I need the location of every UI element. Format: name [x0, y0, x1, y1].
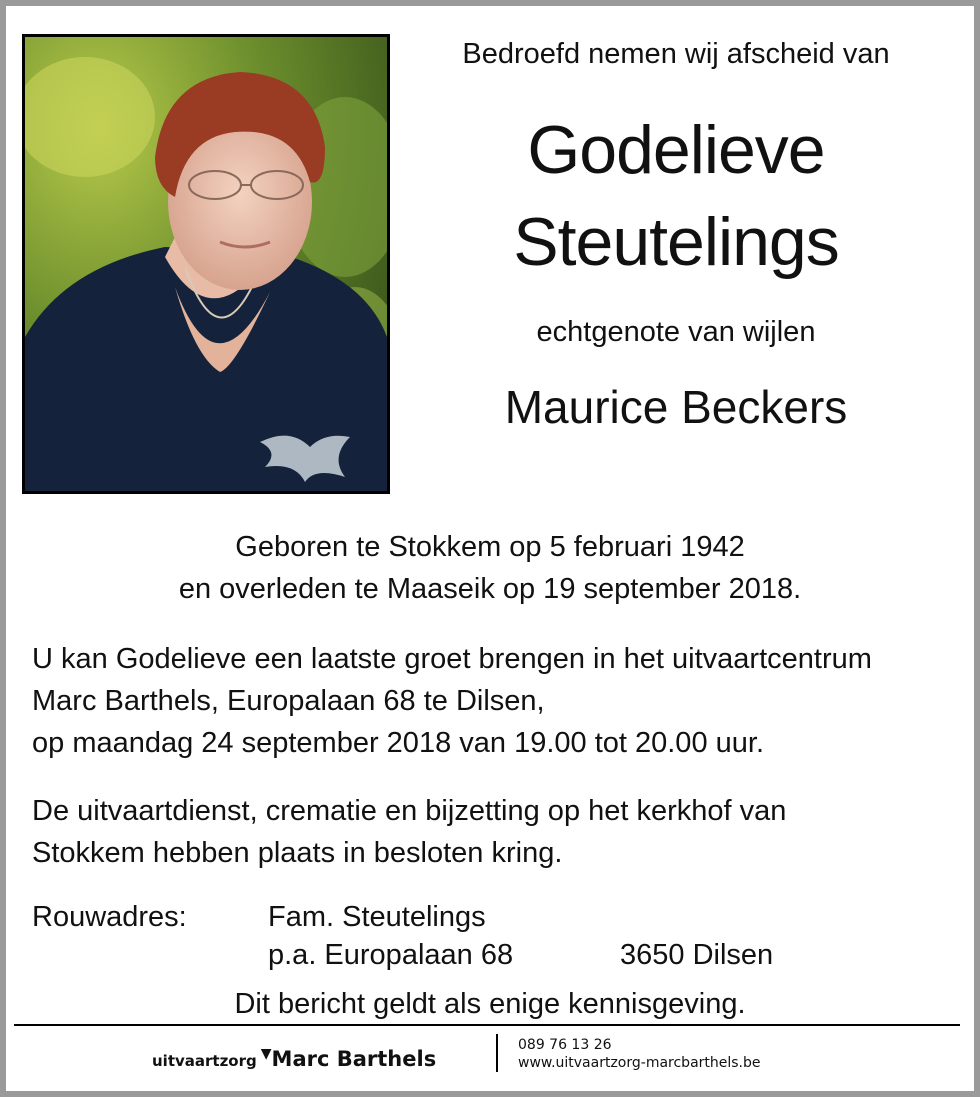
service-line-2: Stokkem hebben plaats in besloten kring. [32, 837, 563, 869]
visitation-line-1: U kan Godelieve een laatste groet brengen in het uitvaartcentrum [32, 643, 872, 675]
triangle-down-icon: ▼ [260, 1046, 272, 1062]
visitation-line-3: op maandag 24 september 2018 van 19.00 tot 20.00 uur. [32, 727, 764, 759]
portrait-image [25, 37, 387, 491]
footer-separator [496, 1034, 498, 1072]
address-street: p.a. Europalaan 68 [268, 939, 514, 971]
deceased-last-name: Steutelings [513, 204, 839, 280]
portrait-photo [22, 34, 390, 494]
deceased-name [406, 104, 946, 288]
contact-website: www.uitvaartzorg-marcbarthels.be [518, 1055, 761, 1071]
birth-death-block [6, 526, 974, 610]
funeral-home-logo [152, 1046, 436, 1071]
funeral-home-contact [518, 1036, 761, 1072]
address-label: Rouwadres: [32, 901, 187, 933]
intro-text: Bedroefd nemen wij afscheid van [462, 38, 890, 70]
spouse-name: Maurice Beckers [504, 381, 848, 433]
footer-divider [14, 1024, 960, 1026]
visitation-line-2: Marc Barthels, Europalaan 68 te Dilsen, [32, 685, 545, 717]
spouse-intro: echtgenote van wijlen [536, 316, 816, 348]
death-line: en overleden te Maaseik op 19 september 2018. [178, 573, 802, 605]
service-line-1: De uitvaartdienst, crematie en bijzetting op het kerkhof van [32, 795, 787, 827]
address-city: 3650 Dilsen [620, 939, 774, 971]
service-paragraph [32, 790, 952, 874]
deceased-first-name: Godelieve [527, 112, 825, 188]
address-family: Fam. Steutelings [268, 901, 486, 933]
visitation-paragraph [32, 638, 952, 764]
logo-prefix: uitvaartzorg [152, 1052, 257, 1070]
birth-line: Geboren te Stokkem op 5 februari 1942 [235, 531, 745, 563]
closing-text: Dit bericht geldt als enige kennisgeving. [234, 988, 746, 1020]
contact-phone: 089 76 13 26 [518, 1037, 612, 1053]
logo-company: Marc Barthels [271, 1047, 437, 1071]
